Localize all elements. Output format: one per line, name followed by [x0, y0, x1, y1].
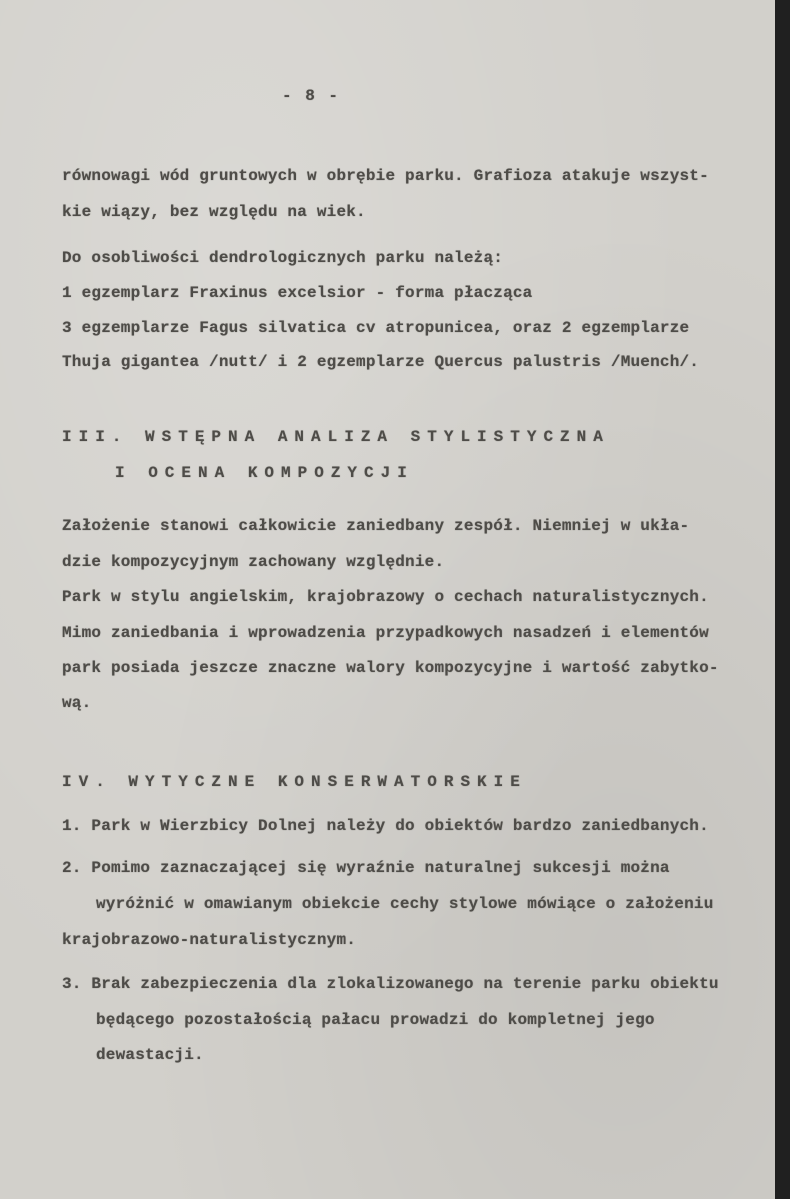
scan-edge	[775, 0, 790, 1199]
section-3-subheading: I OCENA KOMPOZYCJI	[115, 464, 414, 482]
dendro-line-3: 3 egzemplarze Fagus silvatica cv atropunicea, oraz 2 egzemplarze	[62, 319, 690, 337]
section-3-line-3: Park w stylu angielskim, krajobrazowy o cechach naturalistycznych.	[62, 588, 709, 606]
intro-line-1: równowagi wód gruntowych w obrębie parku. Grafioza atakuje wszyst-	[62, 167, 709, 185]
section-3-line-2: dzie kompozycyjnym zachowany względnie.	[62, 553, 445, 571]
section-3-line-1: Założenie stanowi całkowicie zaniedbany zespół. Niemniej w ukła-	[62, 517, 690, 535]
section-4-item-2-cont-1: wyróżnić w omawianym obiekcie cechy stylowe mówiące o założeniu	[96, 895, 714, 913]
page-number: - 8 -	[282, 87, 341, 105]
dendro-line-1: Do osobliwości dendrologicznych parku należą:	[62, 249, 504, 267]
section-4-heading: IV. WYTYCZNE KONSERWATORSKIE	[62, 773, 527, 791]
section-3-line-5: park posiada jeszcze znaczne walory kompozycyjne i wartość zabytko-	[62, 659, 719, 677]
section-4-item-1: 1. Park w Wierzbicy Dolnej należy do obiektów bardzo zaniedbanych.	[62, 817, 709, 835]
section-4-item-2: 2. Pomimo zaznaczającej się wyraźnie naturalnej sukcesji można	[62, 859, 670, 877]
section-3-line-4: Mimo zaniedbania i wprowadzenia przypadkowych nasadzeń i elementów	[62, 624, 709, 642]
dendro-line-4: Thuja gigantea /nutt/ i 2 egzemplarze Quercus palustris /Muench/.	[62, 353, 700, 371]
section-3-heading: III. WSTĘPNA ANALIZA STYLISTYCZNA	[62, 428, 610, 446]
dendro-line-2: 1 egzemplarz Fraxinus excelsior - forma płacząca	[62, 284, 533, 302]
section-4-item-2-cont-2: krajobrazowo-naturalistycznym.	[62, 931, 357, 949]
intro-line-2: kie wiązy, bez względu na wiek.	[62, 203, 366, 221]
section-4-item-3-cont-1: będącego pozostałością pałacu prowadzi do kompletnej jego	[96, 1011, 655, 1029]
section-3-line-6: wą.	[62, 694, 92, 712]
section-4-item-3-cont-2: dewastacji.	[96, 1046, 204, 1064]
section-4-item-3: 3. Brak zabezpieczenia dla zlokalizowanego na terenie parku obiektu	[62, 975, 719, 993]
